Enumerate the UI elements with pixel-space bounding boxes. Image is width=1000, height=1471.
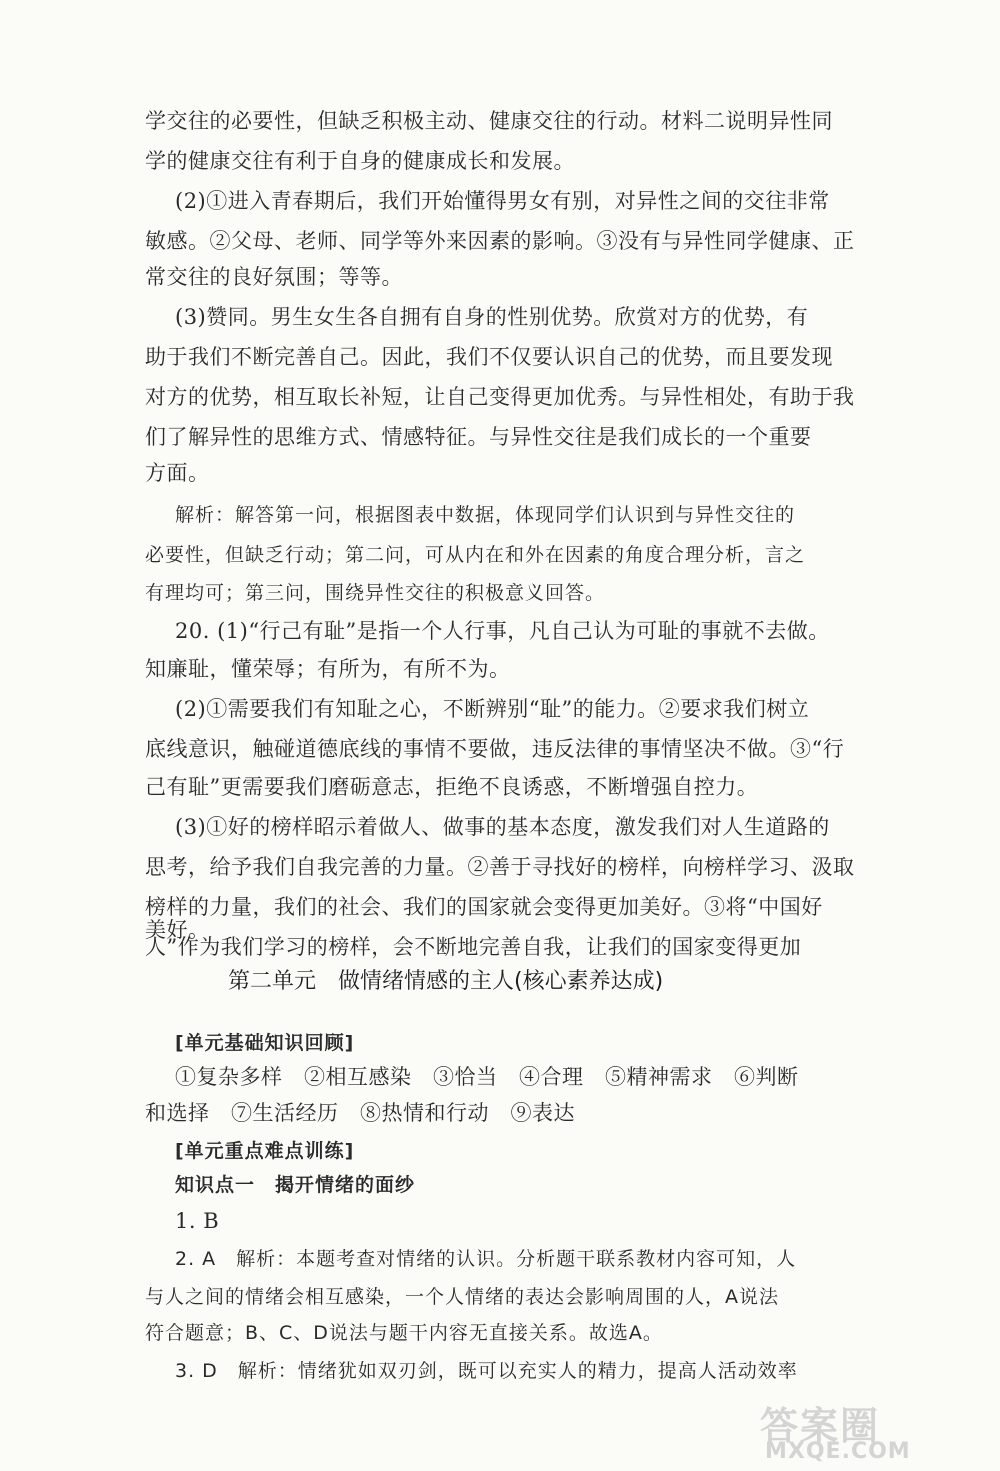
text-line: 底线意识，触碰道德底线的事情不要做，违反法律的事情坚决不做。③“行 (145, 737, 845, 761)
text-line: 和选择 ⑦生活经历 ⑧热情和行动 ⑨表达 (145, 1101, 575, 1125)
analysis-line: 解析：解答第一问，根据图表中数据，体现同学们认识到与异性交往的 (175, 504, 796, 526)
text-line: 20. (1)“行己有耻”是指一个人行事，凡自己认为可耻的事就不去做。 (175, 619, 830, 643)
text-line: 与人之间的情绪会相互感染，一个人情绪的表达会影响周围的人，A说法 (145, 1286, 779, 1308)
answer-line: 1. B (175, 1209, 220, 1233)
text-line: 敏感。②父母、老师、同学等外来因素的影响。③没有与异性同学健康、正 (145, 229, 855, 253)
section-heading: 第二单元 做情绪情感的主人(核心素养达成) (228, 969, 664, 994)
text-line: 符合题意；B、C、D说法与题干内容无直接关系。故选A。 (145, 1322, 663, 1344)
knowledge-point-title: 知识点一 揭开情绪的面纱 (175, 1174, 416, 1196)
watermark-logo: 答案圈 (760, 1404, 881, 1448)
text-line: 思考，给予我们自我完善的力量。②善于寻找好的榜样，向榜样学习、汲取 (145, 855, 855, 879)
text-line: 对方的优势，相互取长补短，让自己变得更加优秀。与异性相处，有助于我 (145, 385, 855, 409)
answer-line: 2. A 解析：本题考查对情绪的认识。分析题干联系教材内容可知，人 (175, 1248, 797, 1270)
text-line: 人”作为我们学习的榜样，会不断地完善自我，让我们的国家变得更加 (145, 935, 802, 959)
text-line: 学交往的必要性，但缺乏积极主动、健康交往的行动。材料二说明异性同 (145, 109, 833, 133)
text-line: (2)①进入青春期后，我们开始懂得男女有别，对异性之间的交往非常 (175, 189, 830, 213)
answer-line: 3. D 解析：情绪犹如双刃剑，既可以充实人的精力，提高人活动效率 (175, 1360, 798, 1382)
text-line: 美好。 (145, 918, 210, 942)
text-line: ①复杂多样 ②相互感染 ③恰当 ④合理 ⑤精神需求 ⑥判断 (175, 1065, 799, 1089)
text-line: 们了解异性的思维方式、情感特征。与异性交往是我们成长的一个重要 (145, 425, 812, 449)
analysis-line: 必要性，但缺乏行动；第二问，可从内在和外在因素的角度合理分析，言之 (145, 544, 806, 566)
text-line: 常交往的良好氛围；等等。 (145, 265, 403, 289)
text-line: 方面。 (145, 461, 210, 485)
text-line: 助于我们不断完善自己。因此，我们不仅要认识自己的优势，而且要发现 (145, 345, 833, 369)
subsection-label: [单元基础知识回顾] (175, 1032, 355, 1054)
text-line: 知廉耻，懂荣辱；有所为，有所不为。 (145, 657, 511, 681)
watermark (760, 1395, 985, 1465)
text-line: 榜样的力量，我们的社会、我们的国家就会变得更加美好。③将“中国好 (145, 895, 823, 919)
text-line: (3)①好的榜样昭示着做人、做事的基本态度，激发我们对人生道路的 (175, 815, 830, 839)
text-line: (2)①需要我们有知耻之心，不断辨别“耻”的能力。②要求我们树立 (175, 697, 810, 721)
analysis-line: 有理均可；第三问，围绕异性交往的积极意义回答。 (145, 582, 606, 604)
text-line: 学的健康交往有利于自身的健康成长和发展。 (145, 149, 575, 173)
text-line: 己有耻”更需要我们磨砺意志，拒绝不良诱惑，不断增强自控力。 (145, 775, 759, 799)
subsection-label: [单元重点难点训练] (175, 1140, 355, 1162)
text-line: (3)赞同。男生女生各自拥有自身的性别优势。欣赏对方的优势，有 (175, 305, 809, 329)
watermark-url: MXQE.COM (765, 1439, 911, 1464)
